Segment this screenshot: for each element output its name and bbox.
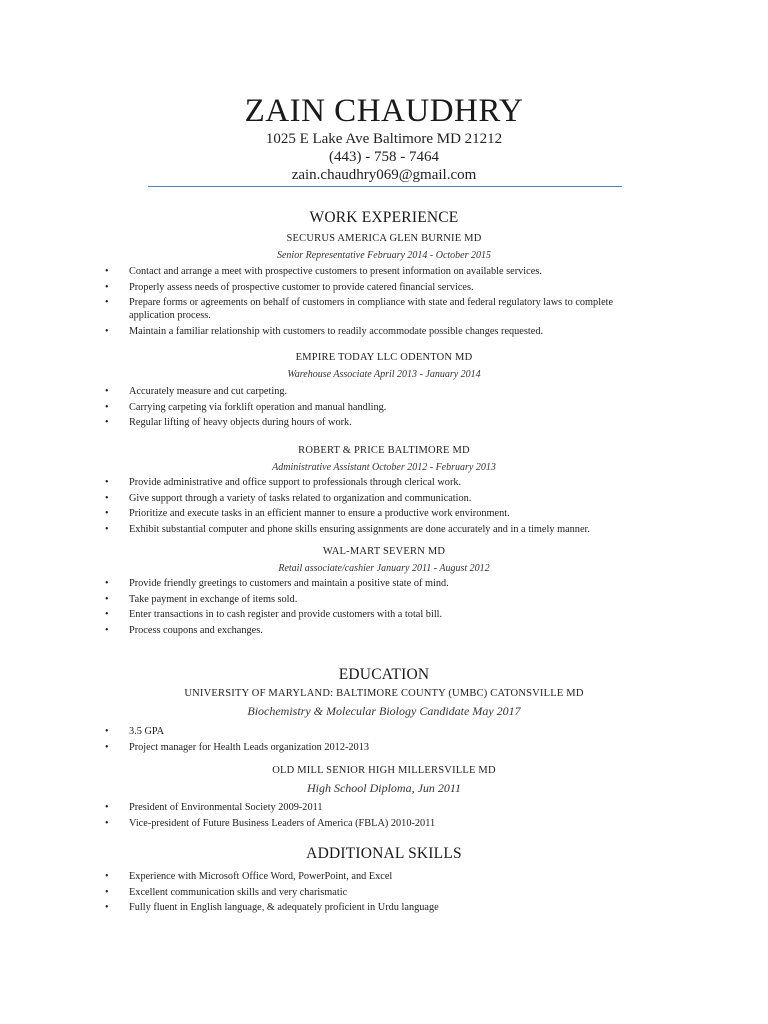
job-company: WAL-MART SEVERN MD bbox=[322, 546, 446, 557]
job-entry bbox=[0, 444, 768, 538]
resume-header bbox=[0, 92, 768, 184]
list-item: • Process coupons and exchanges. bbox=[0, 624, 768, 637]
job-entry bbox=[0, 232, 768, 340]
skills-bullets bbox=[0, 870, 768, 914]
education-entry bbox=[0, 687, 768, 756]
job-company: SECURUS AMERICA GLEN BURNIE MD bbox=[286, 233, 482, 244]
education-bullets bbox=[0, 801, 768, 830]
job-company: ROBERT & PRICE BALTIMORE MD bbox=[298, 445, 470, 456]
school-name: UNIVERSITY OF MARYLAND: BALTIMORE COUNTY (UMBC) CATONSVILLE MD bbox=[184, 688, 584, 699]
education-bullets bbox=[0, 725, 768, 754]
school-name: OLD MILL SENIOR HIGH MILLERSVILLE MD bbox=[272, 765, 496, 776]
list-item: • Prioritize and execute tasks in an efficient manner to ensure a productive work environment. bbox=[0, 507, 768, 520]
job-bullets bbox=[0, 476, 768, 536]
degree: High School Diploma, Jun 2011 bbox=[306, 781, 462, 795]
list-item: • Vice-president of Future Business Leaders of America (FBLA) 2010-2011 bbox=[0, 817, 768, 830]
job-entry bbox=[0, 351, 768, 432]
list-item: • Exhibit substantial computer and phone skills ensuring assignments are done accurately and in a timely manner. bbox=[0, 523, 768, 536]
education-section bbox=[0, 666, 768, 684]
job-bullets bbox=[0, 265, 768, 338]
job-company: EMPIRE TODAY LLC ODENTON MD bbox=[295, 352, 473, 363]
list-item: • Provide administrative and office support to professionals through clerical work. bbox=[0, 476, 768, 489]
list-item: • President of Environmental Society 2009-2011 bbox=[0, 801, 768, 814]
list-item: • Contact and arrange a meet with prospective customers to present information on available services. bbox=[0, 265, 768, 278]
list-item: • Project manager for Health Leads organization 2012-2013 bbox=[0, 741, 768, 754]
email-address: zain.chaudhry069@gmail.com bbox=[291, 167, 477, 183]
job-role: Warehouse Associate April 2013 - January 2014 bbox=[287, 369, 481, 380]
section-title: EDUCATION bbox=[338, 666, 430, 683]
list-item: • Enter transactions in to cash register and provide customers with a total bill. bbox=[0, 608, 768, 621]
job-bullets bbox=[0, 385, 768, 429]
list-item: • 3.5 GPA bbox=[0, 725, 768, 738]
list-item: • Experience with Microsoft Office Word, PowerPoint, and Excel bbox=[0, 870, 768, 883]
phone-number: (443) - 758 - 7464 bbox=[329, 149, 439, 165]
list-item: • Properly assess needs of prospective customer to provide catered financial services. bbox=[0, 281, 768, 294]
job-role: Administrative Assistant October 2012 - February 2013 bbox=[272, 462, 496, 473]
list-item: • Take payment in exchange of items sold. bbox=[0, 593, 768, 606]
work-experience-section bbox=[0, 209, 768, 227]
skills-entry bbox=[0, 870, 768, 917]
section-title: ADDITIONAL SKILLS bbox=[306, 845, 462, 862]
list-item: • Maintain a familiar relationship with customers to readily accommodate possible changes requested. bbox=[0, 325, 768, 338]
education-entry bbox=[0, 764, 768, 832]
list-item: • Give support through a variety of tasks related to organization and communication. bbox=[0, 492, 768, 505]
candidate-name: ZAIN CHAUDHRY bbox=[244, 93, 524, 129]
list-item: • Carrying carpeting via forklift operation and manual handling. bbox=[0, 401, 768, 414]
list-item: • Fully fluent in English language, & adequately proficient in Urdu language bbox=[0, 901, 768, 914]
list-item: • Excellent communication skills and very charismatic bbox=[0, 886, 768, 899]
job-bullets bbox=[0, 577, 768, 637]
list-item: • Accurately measure and cut carpeting. bbox=[0, 385, 768, 398]
job-entry bbox=[0, 545, 768, 639]
list-item: • Prepare forms or agreements on behalf of customers in compliance with state and federal regulatory laws to complete application process. bbox=[0, 296, 768, 322]
list-item: • Provide friendly greetings to customers and maintain a positive state of mind. bbox=[0, 577, 768, 590]
additional-skills-section bbox=[0, 845, 768, 863]
job-role: Retail associate/cashier January 2011 - August 2012 bbox=[278, 563, 490, 574]
header-divider bbox=[148, 186, 622, 187]
section-title: WORK EXPERIENCE bbox=[309, 209, 459, 226]
address: 1025 E Lake Ave Baltimore MD 21212 bbox=[265, 131, 503, 147]
list-item: • Regular lifting of heavy objects during hours of work. bbox=[0, 416, 768, 429]
job-role: Senior Representative February 2014 - October 2015 bbox=[276, 250, 492, 261]
degree: Biochemistry & Molecular Biology Candidate May 2017 bbox=[247, 704, 521, 718]
